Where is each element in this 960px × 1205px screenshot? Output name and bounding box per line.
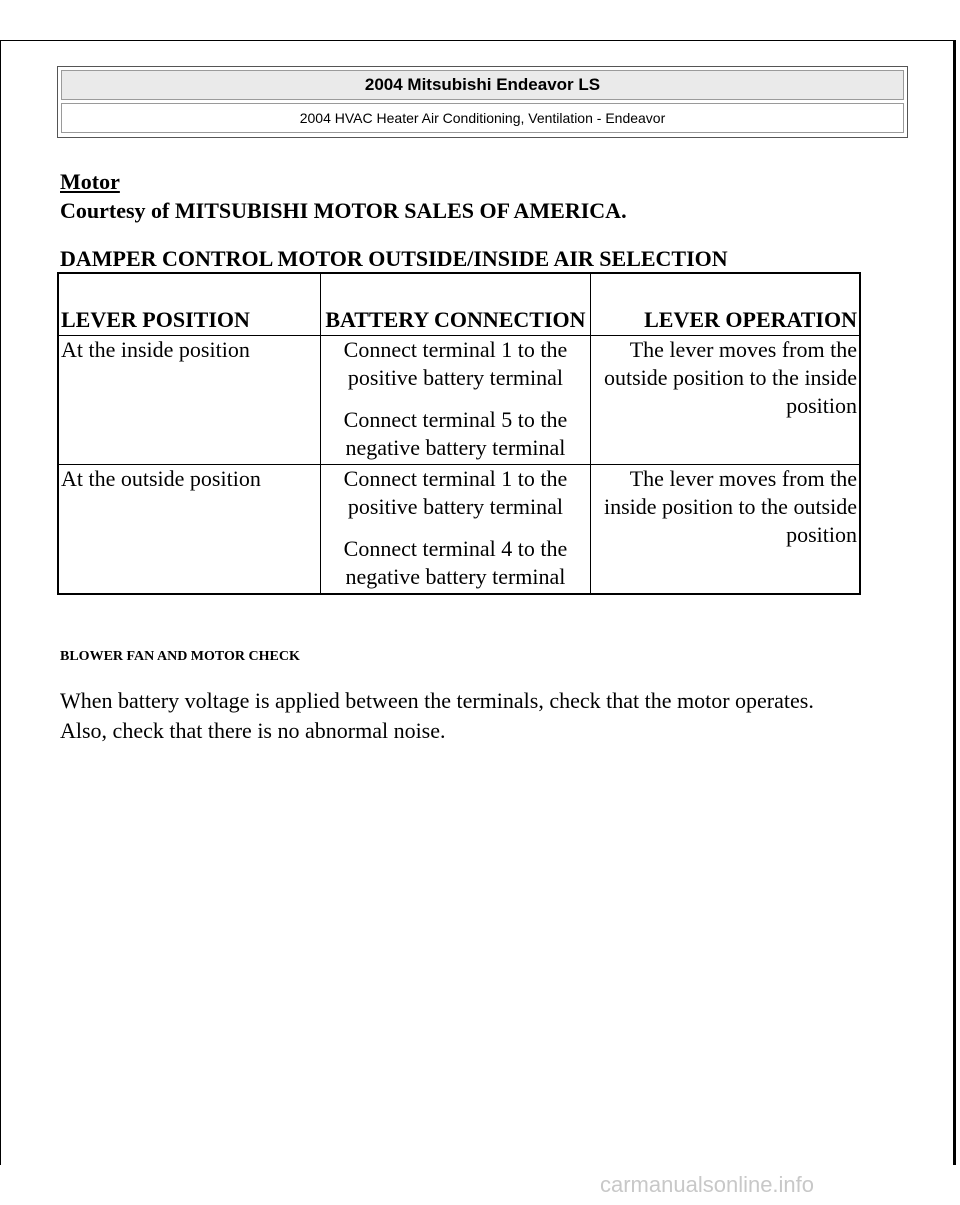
cell-lever-operation: The lever moves from the outside position to the inside position: [590, 336, 860, 465]
header-title: 2004 Mitsubishi Endeavor LS: [61, 70, 904, 100]
damper-motor-table: [57, 272, 861, 595]
cell-lever-operation: The lever moves from the inside position to the outside position: [590, 465, 860, 595]
courtesy-line: Courtesy of MITSUBISHI MOTOR SALES OF AMERICA.: [60, 198, 627, 223]
header-subtitle: 2004 HVAC Heater Air Conditioning, Ventilation - Endeavor: [61, 103, 904, 133]
document-header: [57, 66, 908, 138]
table-title: DAMPER CONTROL MOTOR OUTSIDE/INSIDE AIR SELECTION: [60, 246, 728, 271]
blower-check-text: When battery voltage is applied between the terminals, check that the motor operates. Also, check that there is no abnormal noise.: [60, 688, 814, 743]
battery-step: Connect terminal 5 to the negative battery terminal: [343, 407, 568, 460]
table-row: [58, 336, 860, 465]
column-header-lever-position: LEVER POSITION: [58, 273, 321, 336]
column-header-lever-operation: LEVER OPERATION: [590, 273, 860, 336]
column-header-battery-connection: BATTERY CONNECTION: [321, 273, 590, 336]
cell-lever-position: At the outside position: [58, 465, 321, 595]
cell-battery-connection: [321, 336, 590, 465]
table-row: [58, 465, 860, 595]
battery-step: Connect terminal 1 to the positive battery terminal: [343, 337, 568, 390]
figure-caption-heading: Motor: [60, 169, 120, 194]
blower-check-heading: BLOWER FAN AND MOTOR CHECK: [60, 649, 300, 664]
table-header-row: [58, 273, 860, 336]
cell-lever-position: At the inside position: [58, 336, 321, 465]
battery-step: Connect terminal 1 to the positive battery terminal: [343, 466, 568, 519]
battery-step: Connect terminal 4 to the negative battery terminal: [343, 536, 568, 589]
cell-battery-connection: [321, 465, 590, 595]
watermark: carmanualsonline.info: [600, 1172, 815, 1197]
